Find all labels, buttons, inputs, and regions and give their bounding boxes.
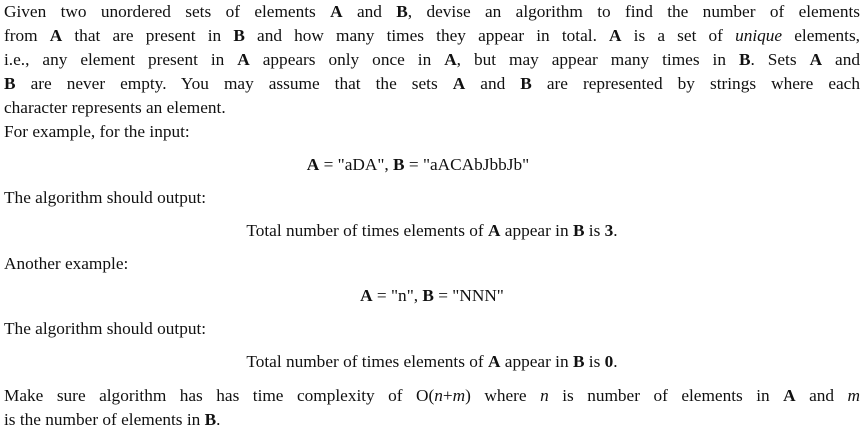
intro-line-2: from A that are present in B and how many times they appear in total. A is a set of unique elements, — [4, 26, 860, 45]
example1-input: A = "aDA", B = "aACAbJbbJb" — [306, 155, 530, 174]
closing-paragraph — [4, 384, 860, 432]
intro-line-4: B are never empty. You may assume that the sets A and B are represented by strings where each — [4, 74, 860, 93]
closing-line-1: Make sure algorithm has has time complexity of O(n+m) where n is number of elements in A and m — [4, 386, 861, 405]
example2-intro: Another example: — [4, 254, 129, 273]
example1-intro: For example, for the input: — [4, 122, 190, 141]
example1-result: Total number of times elements of A appear in B is 3. — [246, 221, 618, 240]
example2-result: Total number of times elements of A appear in B is 0. — [246, 352, 618, 371]
example2-output-intro: The algorithm should output: — [4, 319, 207, 338]
intro-paragraph — [4, 0, 860, 120]
example1-output-intro: The algorithm should output: — [4, 188, 207, 207]
intro-line-3: i.e., any element present in A appears only once in A, but may appear many times in B. Sets A and — [4, 50, 860, 69]
intro-line-1: Given two unordered sets of elements A and B, devise an algorithm to find the number of elements — [4, 2, 860, 21]
example2-input: A = "n", B = "NNN" — [360, 286, 504, 305]
closing-line-2: is the number of elements in B. — [4, 410, 221, 429]
intro-line-5: character represents an element. — [4, 98, 226, 117]
